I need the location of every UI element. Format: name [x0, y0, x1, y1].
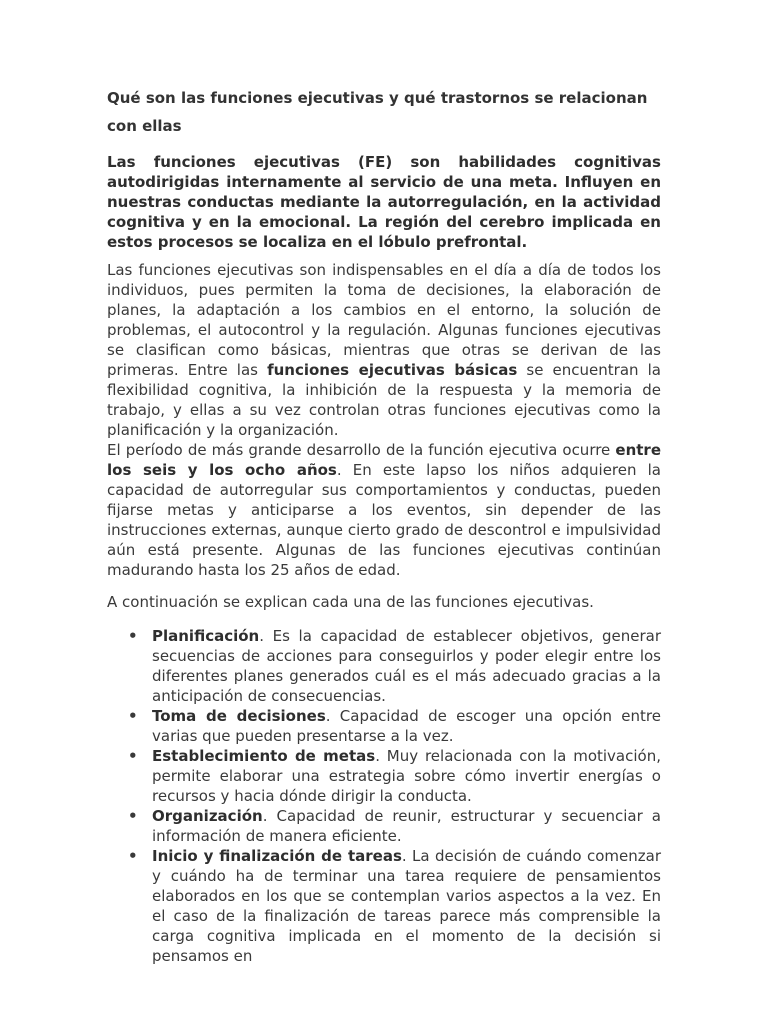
function-description: . Es la capacidad de establecer objetivos, generar secuencias de acciones para conseguirlos y poder elegir entre los diferentes planes generados cuál es el más adecuado gracias a la anticipación de consecuencias. [152, 627, 661, 705]
list-item [128, 846, 661, 966]
paragraph-text: se encuentran la flexibilidad cognitiva, la inhibición de la respuesta y la memoria de trabajo, y ellas a su vez controlan otras funciones ejecutivas como la planificación y la organización. [107, 361, 661, 439]
functions-list [107, 626, 661, 966]
function-term: Organización [152, 807, 263, 825]
bullet-icon: • [128, 847, 138, 865]
bullet-icon: • [128, 627, 138, 645]
function-term: Inicio y finalización de tareas [152, 847, 402, 865]
emphasis-age-range: entre los seis y los ocho años [107, 441, 661, 479]
paragraph-text: Las funciones ejecutivas son indispensables en el día a día de todos los individuos, pues permiten la toma de decisiones, la elaboración de planes, la adaptación a los cambios en el entorno, la solución de problemas, el autocontrol y la regulación. Algunas funciones ejecutivas se clasifican como básicas, mientras que otras se derivan de las primeras. Entre las [107, 261, 661, 379]
bullet-icon: • [128, 707, 138, 725]
list-item [128, 806, 661, 846]
function-description: . Capacidad de reunir, estructurar y secuenciar a información de manera eficiente. [152, 807, 661, 845]
list-item [128, 746, 661, 806]
function-description: . Muy relacionada con la motivación, permite elaborar una estrategia sobre cómo invertir energías o recursos y hacia dónde dirigir la conducta. [152, 747, 661, 805]
document-title: Qué son las funciones ejecutivas y qué trastornos se relacionan con ellas [107, 89, 648, 135]
paragraph-text: . En este lapso los niños adquieren la capacidad de autorregular sus comportamientos y conductas, pueden fijarse metas y anticiparse a los eventos, sin depender de las instrucciones externas, aunque cierto grado de descontrol e impulsividad aún está presente. Algunas de las funciones ejecutivas continúan madurando hasta los 25 años de edad. [107, 461, 662, 579]
paragraph-development-period [107, 440, 661, 580]
lead-paragraph: Las funciones ejecutivas (FE) son habilidades cognitivas autodirigidas internamente al servicio de una meta. Influyen en nuestras conductas mediante la autorregulación, en la actividad cognitiva y en la emocional. La región del cerebro implicada en estos procesos se localiza en el lóbulo prefrontal. [107, 153, 661, 251]
emphasis-basic-functions: funciones ejecutivas básicas [267, 361, 518, 379]
list-item [128, 706, 661, 746]
function-term: Establecimiento de metas [152, 747, 376, 765]
bullet-icon: • [128, 747, 138, 765]
function-description: . La decisión de cuándo comenzar y cuándo ha de terminar una tarea requiere de pensamientos elaborados en los que se contemplan varios aspectos a la vez. En el caso de la finalización de tareas parece más comprensible la carga cognitiva implicada en el momento de la decisión si pensamos en [152, 847, 661, 965]
function-description: . Capacidad de escoger una opción entre varias que pueden presentarse a la vez. [152, 707, 661, 745]
paragraph-text: El período de más grande desarrollo de la función ejecutiva ocurre [107, 441, 616, 459]
paragraph-basic-functions [107, 260, 661, 440]
function-term: Toma de decisiones [152, 707, 326, 725]
list-item [128, 626, 661, 706]
function-term: Planificación [152, 627, 260, 645]
bullet-icon: • [128, 807, 138, 825]
list-intro: A continuación se explican cada una de las funciones ejecutivas. [107, 593, 594, 611]
